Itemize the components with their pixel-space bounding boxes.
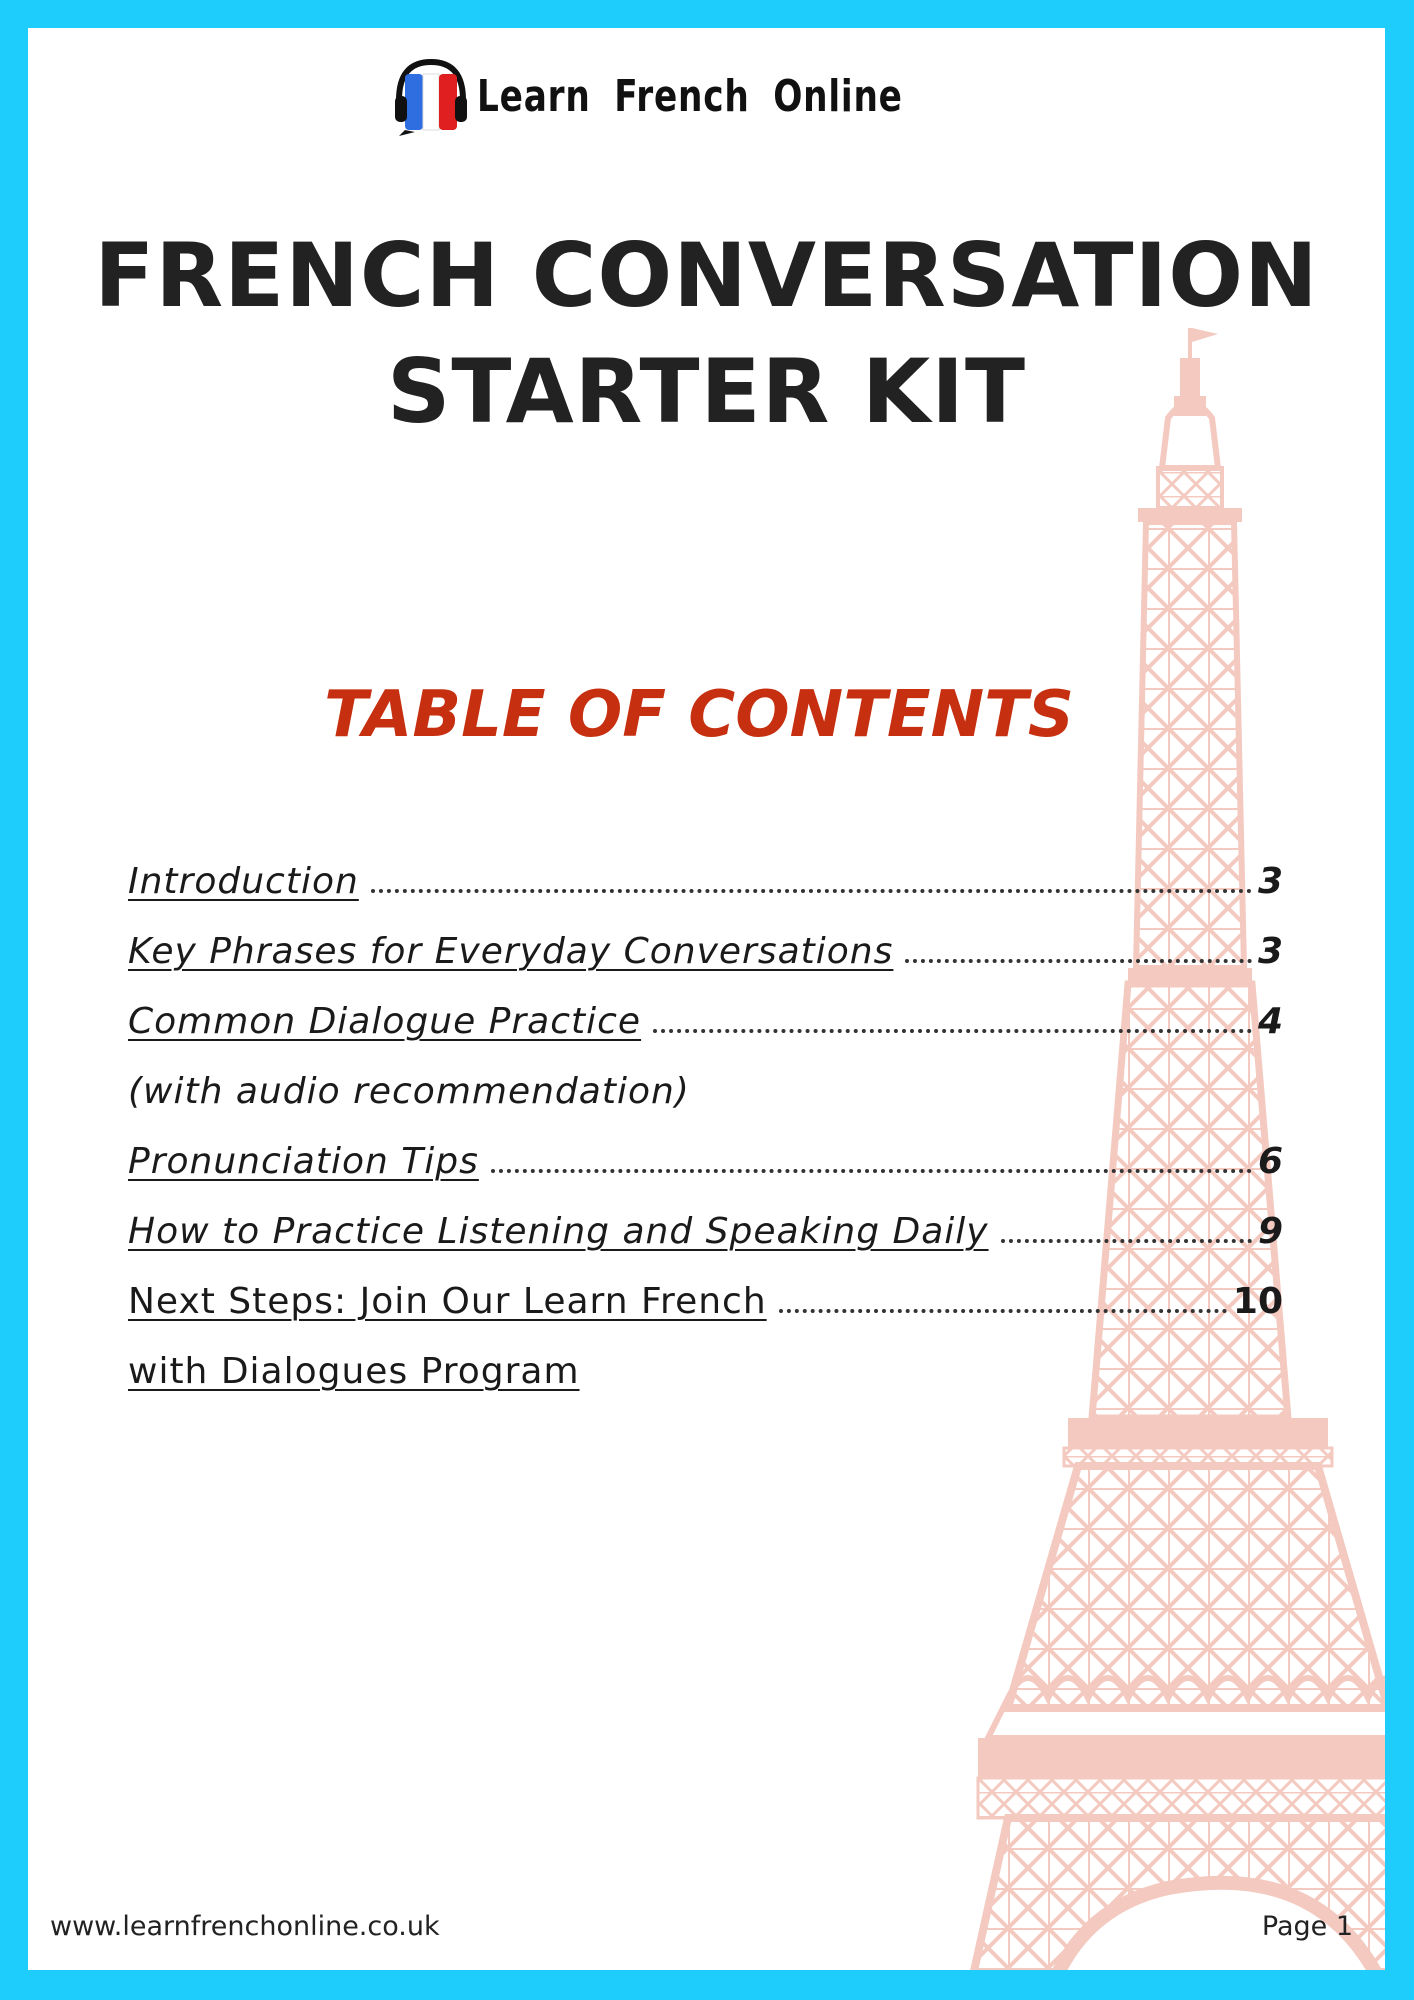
toc-item-title: (with audio recommendation) bbox=[128, 1071, 690, 1112]
toc-item-title[interactable]: Next Steps: Join Our Learn French bbox=[128, 1281, 767, 1322]
toc-item-page: 4 bbox=[1257, 1001, 1283, 1042]
toc-item-next-steps-cont[interactable] bbox=[128, 1330, 1283, 1400]
brand-name: Learn French Online bbox=[476, 70, 903, 122]
toc-item-page bbox=[580, 1392, 604, 1400]
footer-url[interactable]: www.learnfrenchonline.co.uk bbox=[50, 1911, 440, 1942]
toc-item-page: 6 bbox=[1257, 1141, 1283, 1182]
table-of-contents bbox=[128, 840, 1283, 1400]
toc-item-title[interactable]: with Dialogues Program bbox=[128, 1351, 580, 1392]
toc-item-pronunciation[interactable] bbox=[128, 1120, 1283, 1190]
toc-item-title[interactable]: How to Practice Listening and Speaking Daily bbox=[128, 1211, 989, 1252]
toc-item-title[interactable]: Common Dialogue Practice bbox=[128, 1001, 642, 1042]
toc-leader-dots bbox=[1001, 1239, 1252, 1243]
title-line-2: STARTER KIT bbox=[387, 340, 1026, 443]
toc-item-page bbox=[690, 1112, 714, 1120]
toc-item-audio-note bbox=[128, 1050, 1283, 1120]
brand-header bbox=[28, 56, 1385, 136]
toc-item-key-phrases[interactable] bbox=[128, 910, 1283, 980]
toc-leader-dots bbox=[779, 1309, 1227, 1313]
footer-page-number: Page 1 bbox=[1261, 1911, 1353, 1942]
toc-item-title[interactable]: Key Phrases for Everyday Conversations bbox=[128, 931, 894, 972]
toc-item-common-dialogue[interactable] bbox=[128, 980, 1283, 1050]
toc-leader-dots bbox=[653, 1029, 1252, 1033]
toc-item-page: 9 bbox=[1257, 1211, 1283, 1252]
toc-item-page: 3 bbox=[1257, 931, 1283, 972]
toc-item-next-steps[interactable] bbox=[128, 1260, 1283, 1330]
toc-item-introduction[interactable] bbox=[128, 840, 1283, 910]
toc-item-daily-practice[interactable] bbox=[128, 1190, 1283, 1260]
toc-item-page: 3 bbox=[1257, 861, 1283, 902]
toc-leader-dots bbox=[905, 959, 1252, 963]
toc-heading: TABLE OF CONTENTS bbox=[324, 678, 1074, 752]
toc-leader-dots bbox=[371, 889, 1252, 893]
toc-item-title[interactable]: Introduction bbox=[128, 861, 359, 902]
title-line-1: FRENCH CONVERSATION bbox=[94, 224, 1319, 327]
toc-item-title[interactable]: Pronunciation Tips bbox=[128, 1141, 479, 1182]
toc-leader-dots bbox=[491, 1169, 1252, 1173]
document-page bbox=[28, 28, 1385, 1970]
headphones-flag-icon bbox=[391, 56, 471, 136]
document-title bbox=[28, 218, 1385, 450]
toc-item-page: 10 bbox=[1232, 1281, 1283, 1322]
